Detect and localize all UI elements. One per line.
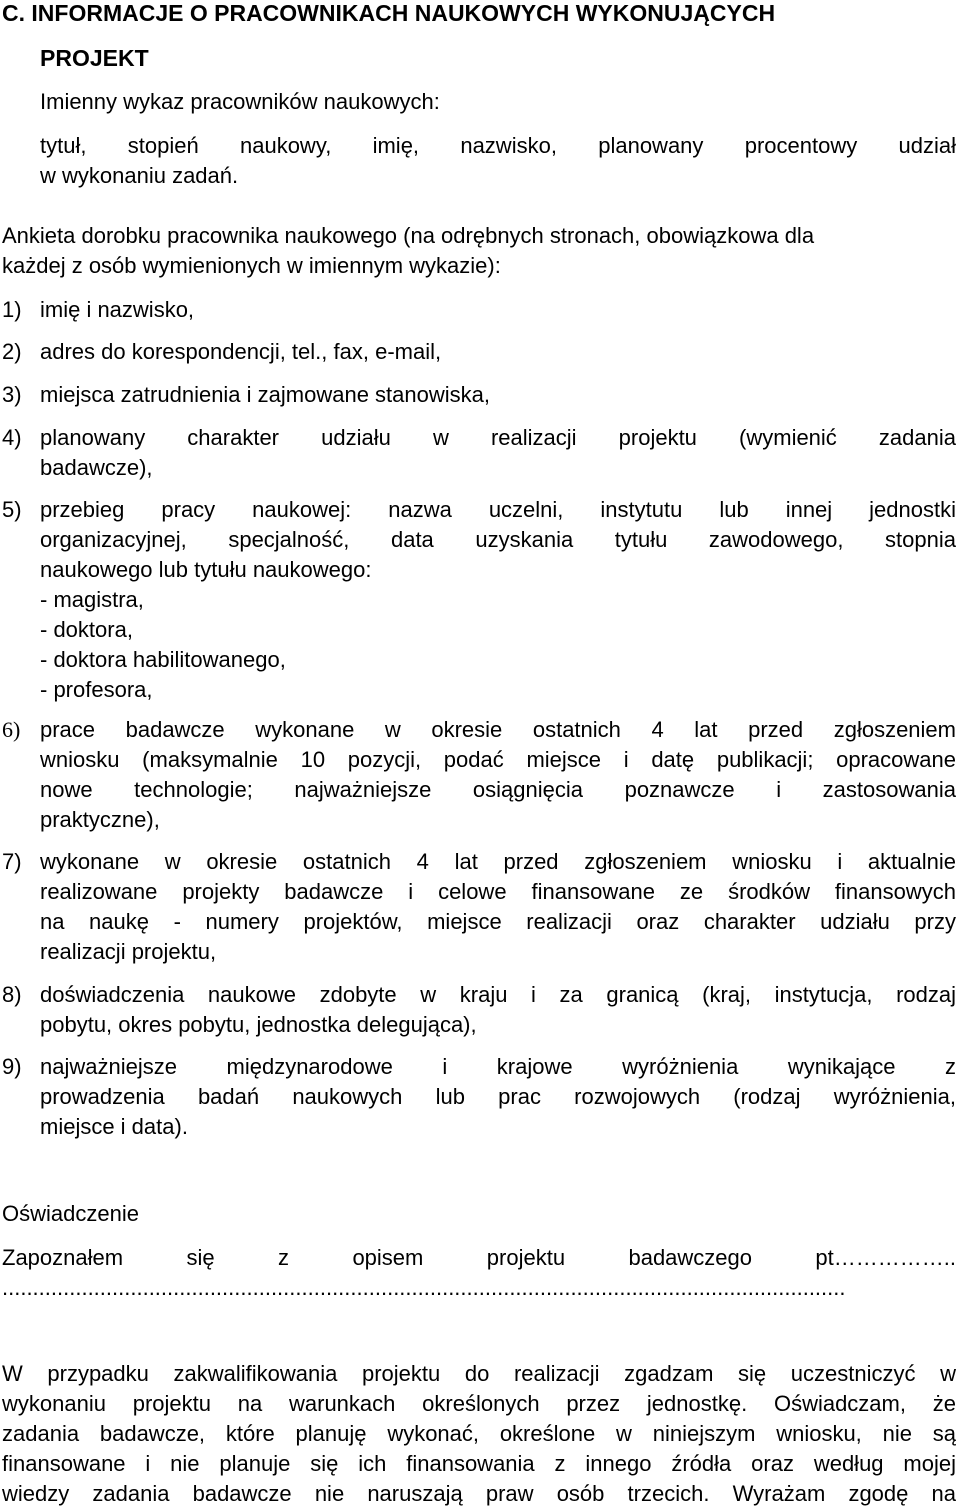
paragraph-line: W przypadku zakwalifikowania projektu do realizacji zgadzam się uczestniczyć w bbox=[2, 1361, 956, 1386]
paragraph-line: wiedzy zadania badawcze nie naruszają praw osób trzecich. Wyrażam zgodę na bbox=[2, 1481, 956, 1506]
statement-heading: Oświadczenie bbox=[2, 1201, 139, 1226]
item-line: miejsca zatrudnienia i zajmowane stanowiska, bbox=[40, 382, 490, 407]
item-number-6: 6) bbox=[2, 717, 21, 742]
intro-line2: w wykonaniu zadań. bbox=[40, 163, 239, 188]
item-line: - doktora, bbox=[40, 617, 133, 642]
intro-line1: tytuł, stopień naukowy, imię, nazwisko, planowany procentowy udział bbox=[40, 133, 956, 158]
list-item-8 bbox=[40, 980, 956, 1040]
item-number-3: 3) bbox=[2, 382, 22, 407]
item-line: badawcze), bbox=[40, 455, 153, 480]
section-title-line1: C. INFORMACJE O PRACOWNIKACH NAUKOWYCH WYKONUJĄCYCH bbox=[2, 0, 776, 26]
item-line: najważniejsze międzynarodowe i krajowe wyróżnienia wynikające z bbox=[40, 1054, 956, 1079]
paragraph-line: finansowane i nie planuje się ich finansowania z innego źródła oraz według mojej bbox=[2, 1451, 956, 1476]
item-number-8: 8) bbox=[2, 982, 22, 1007]
intro-heading: Imienny wykaz pracowników naukowych: bbox=[40, 89, 440, 114]
item-line: praktyczne), bbox=[40, 807, 160, 832]
ankieta-line2: każdej z osób wymienionych w imiennym wykazie): bbox=[2, 253, 501, 278]
item-number-9: 9) bbox=[2, 1054, 22, 1079]
item-line: imię i nazwisko, bbox=[40, 297, 195, 322]
item-line: przebieg pracy naukowej: nazwa uczelni, instytutu lub innej jednostki bbox=[40, 497, 956, 522]
list-item-1 bbox=[40, 295, 956, 325]
item-line: planowany charakter udziału w realizacji projektu (wymienić zadania bbox=[40, 425, 956, 450]
item-line: realizacji projektu, bbox=[40, 939, 217, 964]
item-number-4: 4) bbox=[2, 425, 22, 450]
item-line: nowe technologie; najważniejsze osiągnięcia poznawcze i zastosowania bbox=[40, 777, 956, 802]
item-number-2: 2) bbox=[2, 339, 22, 364]
item-line: wniosku (maksymalnie 10 pozycji, podać miejsce i datę publikacji; opracowane bbox=[40, 747, 956, 772]
statement-line1: Zapoznałem się z opisem projektu badawczego pt…………….. bbox=[2, 1245, 956, 1270]
item-line: - profesora, bbox=[40, 677, 153, 702]
paragraph-line: zadania badawcze, które planuję wykonać, określone w niniejszym wniosku, nie są bbox=[2, 1421, 956, 1446]
item-line: na naukę - numery projektów, miejsce realizacji oraz charakter udziału przy bbox=[40, 909, 956, 934]
item-line: prowadzenia badań naukowych lub prac rozwojowych (rodzaj wyróżnienia, bbox=[40, 1084, 956, 1109]
list-item-4 bbox=[40, 423, 956, 483]
list-item-7 bbox=[40, 847, 956, 967]
item-line: prace badawcze wykonane w okresie ostatnich 4 lat przed zgłoszeniem bbox=[40, 717, 956, 742]
item-number-7: 7) bbox=[2, 849, 22, 874]
list-item-9 bbox=[40, 1052, 956, 1142]
item-line: wykonane w okresie ostatnich 4 lat przed zgłoszeniem wniosku i aktualnie bbox=[40, 849, 956, 874]
item-line: adres do korespondencji, tel., fax, e-mail, bbox=[40, 339, 442, 364]
item-line: - doktora habilitowanego, bbox=[40, 647, 286, 672]
statement-paragraph bbox=[2, 1359, 956, 1509]
item-line: organizacyjnej, specjalność, data uzyskania tytułu zawodowego, stopnia bbox=[40, 527, 956, 552]
item-line: doświadczenia naukowe zdobyte w kraju i za granicą (kraj, instytucja, rodzaj bbox=[40, 982, 956, 1007]
list-item-5 bbox=[40, 495, 956, 705]
item-line: miejsce i data). bbox=[40, 1114, 188, 1139]
item-line: - magistra, bbox=[40, 587, 144, 612]
item-number-1: 1) bbox=[2, 297, 22, 322]
item-line: realizowane projekty badawcze i celowe finansowane ze środków finansowych bbox=[40, 879, 956, 904]
statement-dots: .......................................................................................................................................... bbox=[2, 1275, 846, 1300]
item-number-5: 5) bbox=[2, 497, 22, 522]
ankieta-line1: Ankieta dorobku pracownika naukowego (na odrębnych stronach, obowiązkowa dla bbox=[2, 223, 815, 248]
item-line: naukowego lub tytułu naukowego: bbox=[40, 557, 372, 582]
section-title-line2: PROJEKT bbox=[40, 45, 149, 71]
list-item-6 bbox=[40, 715, 956, 835]
paragraph-line: wykonaniu projektu na warunkach określonych przez jednostkę. Oświadczam, że bbox=[2, 1391, 956, 1416]
list-item-3 bbox=[40, 380, 956, 410]
list-item-2 bbox=[40, 337, 956, 367]
item-line: pobytu, okres pobytu, jednostka delegująca), bbox=[40, 1012, 477, 1037]
